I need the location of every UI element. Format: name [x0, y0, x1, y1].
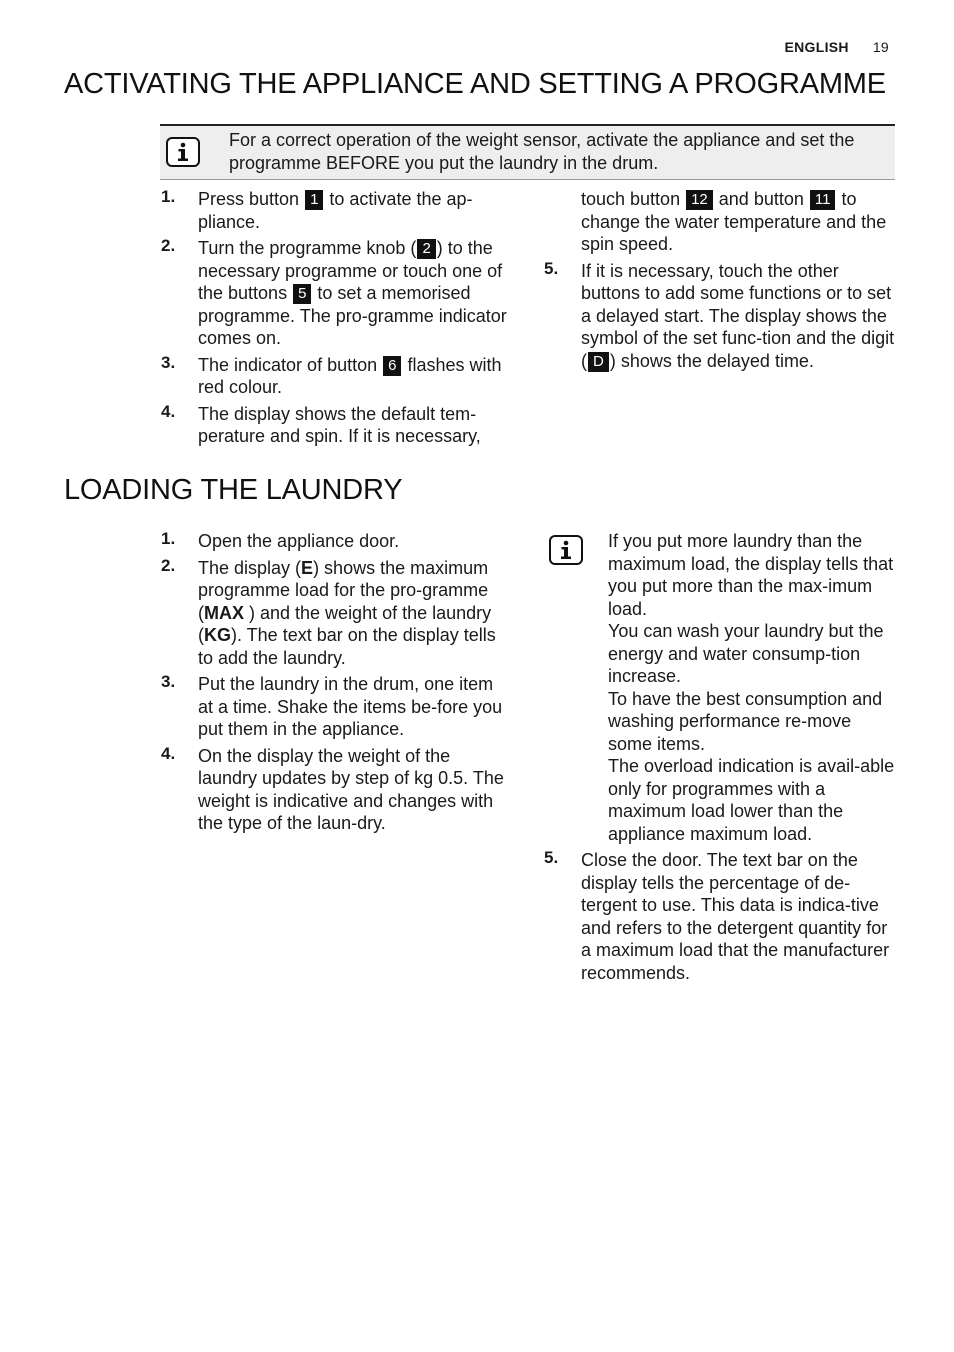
list-item-continued: touch button 12 and button 11 to change the water temperature and the spin speed.	[581, 189, 887, 254]
list-item: 1. Press button 1 to activate the ap-pliance.	[161, 187, 473, 232]
button-key: 5	[293, 284, 311, 304]
list-item: 3. Put the laundry in the drum, one item at a time. Shake the items be-fore you put them in the appliance.	[161, 672, 503, 739]
info-box	[160, 124, 895, 180]
section-title-activating: ACTIVATING THE APPLIANCE AND SETTING A PROGRAMME	[64, 68, 886, 100]
info-icon	[549, 535, 583, 565]
button-key: 6	[383, 356, 401, 376]
list-item: 3. The indicator of button 6 flashes with red colour.	[161, 352, 502, 397]
section-title-loading: LOADING THE LAUNDRY	[64, 474, 403, 506]
header-language: ENGLISH	[784, 39, 849, 55]
list-item: 4. On the display the weight of the laundry updates by step of kg 0.5. The weight is indicative and changes with the type of the laun-dry.	[161, 743, 504, 833]
info-icon	[166, 137, 200, 167]
list-item: 2. Turn the programme knob ( 2 ) to the necessary programme or touch one of the buttons 5 to set a memorised programme. The pro-gramme indicator comes on.	[161, 236, 507, 348]
section2-left-column	[161, 530, 513, 839]
list-item: 5. Close the door. The text bar on the display tells the percentage of de-tergent to use. This data is indica-tive and refers to the detergent quantity for a maximum load that the manufacturer recommends.	[544, 848, 890, 983]
list-item: 4. The display shows the default tem-perature and spin. If it is necessary,	[161, 401, 481, 446]
button-key: 12	[686, 190, 713, 210]
section1-right-column	[544, 188, 896, 376]
info-text: For a correct operation of the weight sensor, activate the appliance and set the programme BEFORE you put the laundry in the drum.	[229, 130, 855, 173]
section2-right-column	[544, 849, 896, 988]
button-key: 11	[810, 190, 836, 210]
page-header	[784, 39, 889, 55]
list-item: 5. If it is necessary, touch the other buttons to add some functions or to set a delayed start. The display shows the symbol of the set func-tion and the digit ( D ) shows the delayed time.	[544, 258, 895, 371]
list-item: 2. The display (E) shows the maximum programme load for the pro-gramme (MAX ) and the weight of the laundry (KG). The text bar on the display tells to add the laundry.	[161, 555, 496, 668]
display-key: D	[588, 352, 609, 372]
overload-note: If you put more laundry than the maximum load, the display tells that you put more than the max-imum load. You can wash your laundry but the energy and water consump-tion increase. To have the best consumption and washing performance re-move some items. The overload indication is avail-able only for programmes with a maximum load lower than the appliance maximum load.	[608, 531, 895, 844]
button-key: 2	[417, 239, 435, 259]
button-key: 1	[305, 190, 323, 210]
page-number: 19	[872, 39, 889, 55]
list-item: 1. Open the appliance door.	[161, 529, 400, 551]
section1-left-column	[161, 188, 511, 452]
